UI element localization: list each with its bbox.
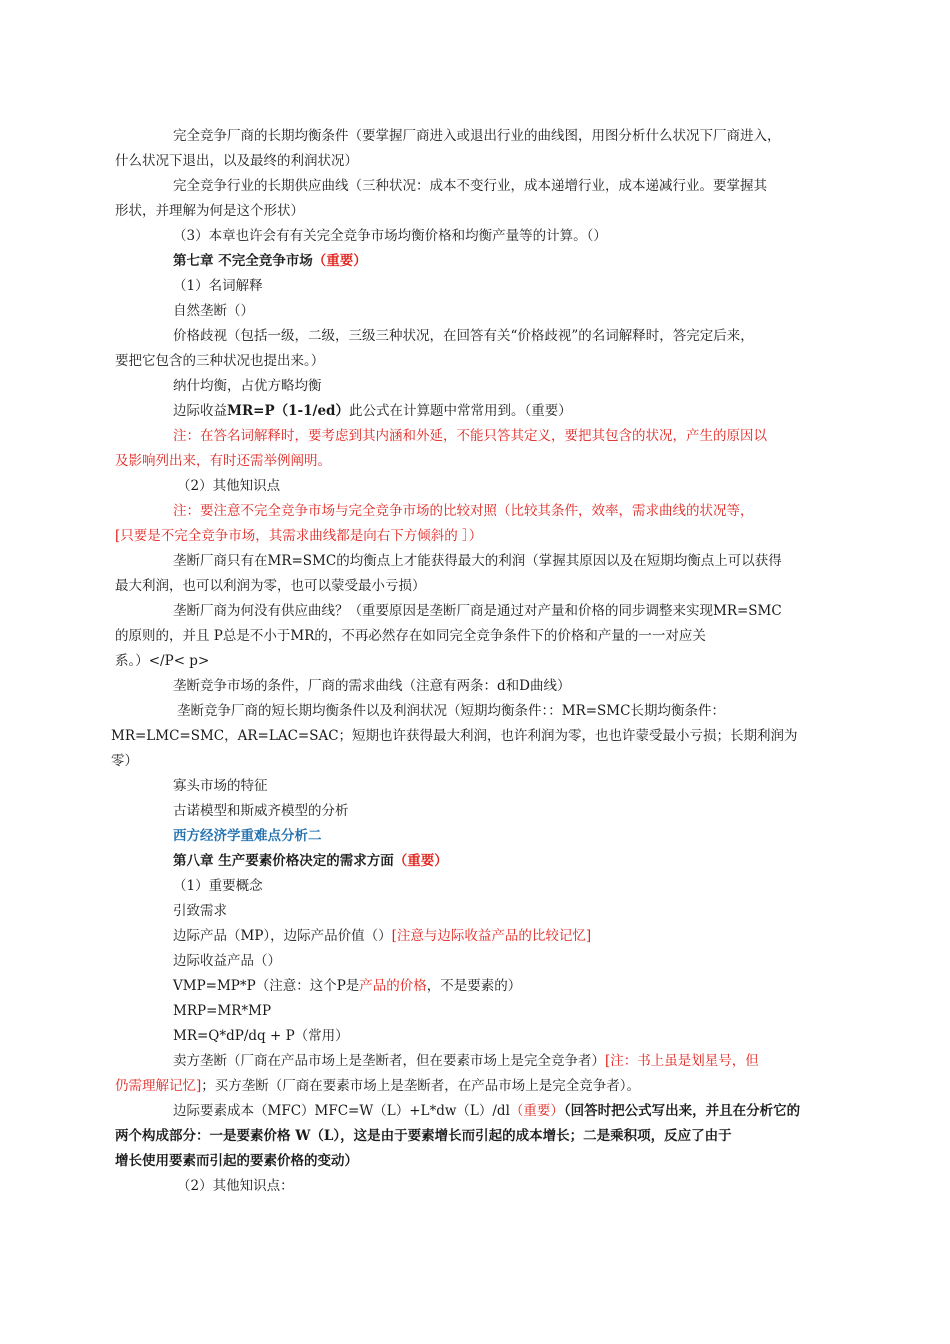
chapter-heading: 第八章 生产要素价格决定的需求方面（重要） [173,853,448,869]
paragraph: 垄断厂商只有在MR=SMC的均衡点上才能获得最大的利润（掌握其原因以及在短期均衡点上可以获得 最大利润，也可以利润为零，也可以蒙受最小亏损） [115,553,782,594]
note: 注：在答名词解释时，要考虑到其内涵和外延，不能只答其定义，要把其包含的状况，产生的原因以 及影响列出来，有时还需举例阐明。 [115,428,767,469]
paragraph: 垄断竞争市场的条件，厂商的需求曲线（注意有两条：d和D曲线） [173,678,571,694]
paragraph: （1）名词解释 [173,278,263,294]
document-body [111,124,808,1199]
paragraph: 引致需求 [173,903,227,919]
paragraph: （3）本章也许会有有关完全竞争市场均衡价格和均衡产量等的计算。（） [173,228,607,244]
formula-line: MR=Q*dP/dq + P（常用） [173,1028,349,1044]
paragraph: VMP=MP*P（注意：这个P是产品的价格，不是要素的） [173,978,522,994]
paragraph: （2）其他知识点 [177,478,281,494]
chapter-heading: 第七章 不完全竞争市场（重要） [173,253,367,269]
important-tag: （重要） [393,853,448,869]
important-tag: （重要） [509,1103,564,1119]
note: 注：要注意不完全竞争市场与完全竞争市场的比较对照（比较其条件，效率，需求曲线的状况等， [只要是不完全竞争市场，其需求曲线都是向右下方倾斜的 ］） [115,503,754,544]
paragraph: 边际收益MR=P（1-1/ed）此公式在计算题中常常用到。（重要） [173,403,572,419]
important-tag: （重要） [312,253,367,269]
note-inline: [注意与边际收益产品的比较记忆] [391,928,592,944]
paragraph: 垄断厂商为何没有供应曲线？（重要原因是垄断厂商是通过对产量和价格的同步调整来实现MR=SMC 的原则的，并且 P总是不小于MR的，不再必然存在如同完全竞争条件下的价格和产量的一一对应关 系。）</P< p> [115,603,782,669]
paragraph: 卖方垄断（厂商在产品市场上是垄断者，但在要素市场上是完全竞争者）[注：书上虽是划星号，但 仍需理解记忆]；买方垄断（厂商在要素市场上是垄断者，在产品市场上是完全竞争者）。 [115,1053,759,1094]
highlight-inline: 产品的价格 [359,978,427,994]
formula-line: MRP=MR*MP [173,1003,272,1019]
paragraph: 边际要素成本（MFC）MFC=W（L）+L*dw（L）/dl（重要）（回答时把公式写出来，并且在分析它的 两个构成部分：一是要素价格 W（L），这是由于要素增长而引起的成本增长；二是乘积项，反应了由于 增长使用要素而引起的要素价格的变动） [115,1103,801,1169]
paragraph: 垄断竞争厂商的短长期均衡条件以及利润状况（短期均衡条件：：MR=SMC长期均衡条件： MR=LMC=SMC，AR=LAC=SAC；短期也许获得最大利润，也许利润为零，也也许蒙受最小亏损；长期利润为 零） [111,703,798,769]
paragraph: 寡头市场的特征 [173,778,268,794]
paragraph: （2）其他知识点： [177,1178,294,1194]
note-inline: [注：书上虽是划星号，但 [605,1053,759,1069]
paragraph: 价格歧视（包括一级，二级，三级三种状况，在回答有关“价格歧视”的名词解释时，答完定后来， 要把它包含的三种状况也提出来。） [115,328,754,369]
paragraph: 完全竞争行业的长期供应曲线（三种状况：成本不变行业，成本递增行业，成本递减行业。要掌握其 形状，并理解为何是这个形状） [115,178,767,219]
paragraph: 古诺模型和斯威齐模型的分析 [173,803,349,819]
paragraph: 边际收益产品（） [173,953,281,969]
paragraph: 自然垄断（） [173,303,254,319]
paragraph: 纳什均衡，占优方略均衡 [173,378,322,394]
paragraph: 完全竞争厂商的长期均衡条件（要掌握厂商进入或退出行业的曲线图，用图分析什么状况下厂商进入， 什么状况下退出，以及最终的利润状况） [115,128,781,169]
formula: MR=P（1-1/ed） [227,403,349,419]
paragraph: （1）重要概念 [173,878,263,894]
paragraph: 边际产品（MP），边际产品价值（）[注意与边际收益产品的比较记忆] [173,928,592,944]
note-inline: 仍需理解记忆] [115,1078,202,1094]
section-heading: 西方经济学重难点分析二 [173,828,322,844]
